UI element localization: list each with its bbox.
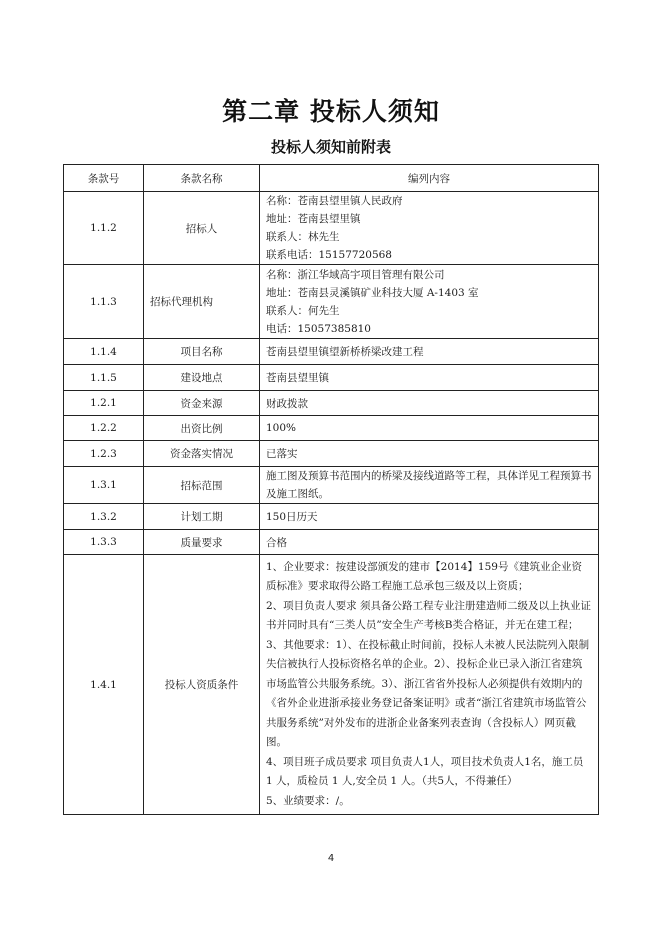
page-number: 4 <box>327 853 335 864</box>
content-line: 电话：15057385810 <box>266 322 371 335</box>
clause-no: 1.1.4 <box>64 339 144 365</box>
content-line: 名称：浙江华域高宇项目管理有限公司 <box>266 268 445 281</box>
clause-name: 资金落实情况 <box>144 441 260 467</box>
table-row <box>64 504 599 530</box>
requirement-paragraph: 5、业绩要求：/。 <box>266 794 350 807</box>
requirement-paragraph: 4、项目班子成员要求 项目负责人1人，项目技术负责人1名，施工员 1 人，质检员 1 人,安全员 1 人。（共5人，不得兼任） <box>266 755 584 788</box>
clause-no: 1.1.2 <box>64 192 144 265</box>
clause-content <box>260 555 599 815</box>
clause-content: 苍南县望里镇 <box>260 365 599 391</box>
clause-no: 1.1.3 <box>64 265 144 339</box>
clause-name: 投标人资质条件 <box>144 555 260 815</box>
clause-name: 建设地点 <box>144 365 260 391</box>
clause-content: 财政拨款 <box>260 391 599 416</box>
table-row <box>64 416 599 441</box>
table-header-row <box>64 165 599 192</box>
content-line: 地址：苍南县望里镇 <box>266 213 361 225</box>
clause-content <box>260 265 599 339</box>
clause-content: 苍南县望里镇望新桥桥梁改建工程 <box>260 339 599 365</box>
header-content: 编列内容 <box>260 165 599 192</box>
content-line: 地址：苍南县灵溪镇矿业科技大厦 A-1403 室 <box>266 286 479 299</box>
requirement-paragraph: 1、企业要求：按建设部颁发的建市【2014】159号《建筑业企业资质标准》要求取得公路工程施工总承包三级及以上资质； <box>266 560 582 593</box>
clause-content: 施工图及预算书范围内的桥梁及接线道路等工程，具体详见工程预算书及施工图纸。 <box>260 467 599 504</box>
bidder-instructions-table <box>63 164 599 815</box>
content-line: 联系人：何先生 <box>266 304 340 317</box>
clause-no: 1.2.3 <box>64 441 144 467</box>
table-row <box>64 192 599 265</box>
clause-content <box>260 192 599 265</box>
table-row <box>64 339 599 365</box>
clause-no: 1.2.2 <box>64 416 144 441</box>
clause-no: 1.3.2 <box>64 504 144 530</box>
table-row <box>64 441 599 467</box>
chapter-title: 第二章 投标人须知 <box>222 97 440 126</box>
clause-content: 合格 <box>260 530 599 555</box>
table-row <box>64 530 599 555</box>
clause-content: 100% <box>260 416 599 441</box>
clause-no: 1.2.1 <box>64 391 144 416</box>
content-line: 联系人：林先生 <box>266 231 340 243</box>
content-line: 名称：苍南县望里镇人民政府 <box>266 195 403 207</box>
table-row <box>64 467 599 504</box>
clause-no: 1.3.1 <box>64 467 144 504</box>
clause-content: 150日历天 <box>260 504 599 530</box>
clause-no: 1.3.3 <box>64 530 144 555</box>
content-line: 联系电话：15157720568 <box>266 249 392 261</box>
clause-name: 质量要求 <box>144 530 260 555</box>
header-clause-no: 条款号 <box>64 165 144 192</box>
clause-name: 出资比例 <box>144 416 260 441</box>
table-title: 投标人须知前附表 <box>270 138 391 156</box>
clause-content: 已落实 <box>260 441 599 467</box>
header-clause-name: 条款名称 <box>144 165 260 192</box>
requirement-paragraph: 3、其他要求：1）、在投标截止时间前，投标人未被人民法院列入限制失信被执行人投标资格名单的企业。2）、投标企业已录入浙江省建筑市场监管公共服务系统。3）、浙江省省外投标人必须提供有效期内的《省外企业进浙承接业务登记备案证明》或者“浙江省建筑市场监管公共服务系统”对外发布的进浙企业备案列表查询（含投标人）网页截图。 <box>266 638 590 749</box>
clause-name: 项目名称 <box>144 339 260 365</box>
clause-no: 1.4.1 <box>64 555 144 815</box>
table-row <box>64 265 599 339</box>
table-row <box>64 365 599 391</box>
clause-name: 资金来源 <box>144 391 260 416</box>
clause-no: 1.1.5 <box>64 365 144 391</box>
clause-name: 招标范围 <box>144 467 260 504</box>
requirement-paragraph: 2、项目负责人要求 须具备公路工程专业注册建造师二级及以上执业证书并同时具有“三类人员”安全生产考核B类合格证，并无在建工程； <box>266 599 592 632</box>
clause-name: 计划工期 <box>144 504 260 530</box>
clause-name: 招标代理机构 <box>144 265 260 339</box>
clause-name: 招标人 <box>144 192 260 265</box>
table-row <box>64 555 599 815</box>
table-row <box>64 391 599 416</box>
